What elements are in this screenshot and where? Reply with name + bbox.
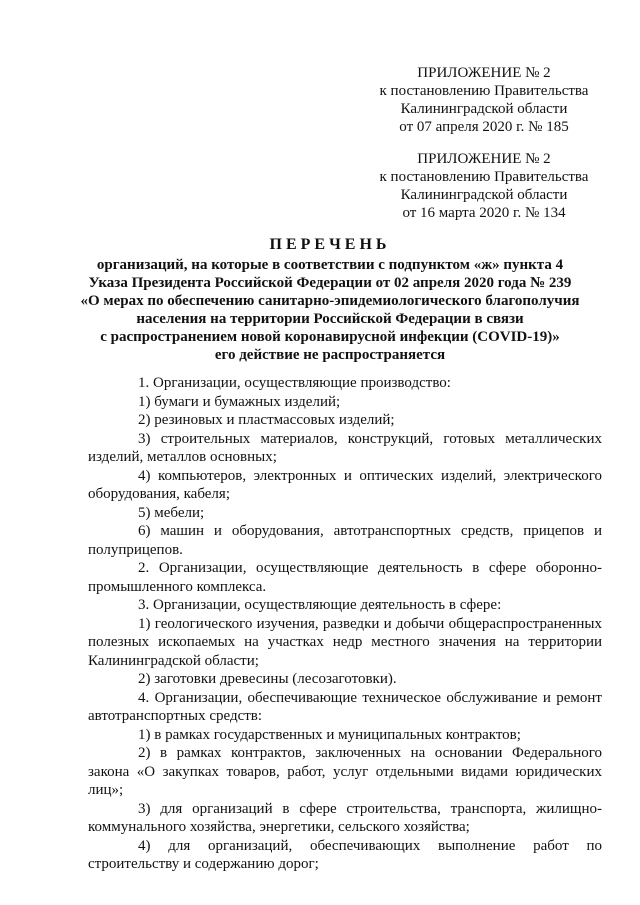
- title-line: населения на территории Российской Федерации в связи: [136, 311, 524, 327]
- title-line: с распространением новой коронавирусной инфекции (COVID-19)»: [100, 329, 560, 345]
- list-item: 3) для организаций в сфере строительства, транспорта, жилищно-коммунального хозяйства, энергетики, сельского хозяйства;: [88, 800, 602, 835]
- list-item: 4) компьютеров, электронных и оптических изделий, электрического оборудования, кабеля;: [88, 467, 602, 502]
- list-item: 4. Организации, обеспечивающие техническое обслуживание и ремонт автотранспортных средств:: [88, 689, 602, 724]
- appendix-current: [364, 64, 604, 136]
- list-item: 1) в рамках государственных и муниципальных контрактов;: [138, 726, 521, 743]
- title-line: организаций, на которые в соответствии с подпунктом «ж» пункта 4: [96, 257, 564, 273]
- appendix-previous-line3: Калининградской области: [400, 187, 568, 203]
- title-line: его действие не распространяется: [214, 347, 446, 363]
- list-item: 3) строительных материалов, конструкций, готовых металлических изделий, металлов основных;: [88, 430, 602, 465]
- appendix-previous: [364, 150, 604, 222]
- appendix-current-line1: ПРИЛОЖЕНИЕ № 2: [417, 65, 551, 81]
- appendix-current-line3: Калининградской области: [400, 101, 568, 117]
- appendix-previous-line2: к постановлению Правительства: [379, 169, 589, 185]
- appendix-previous-line4: от 16 марта 2020 г. № 134: [402, 205, 566, 221]
- document-body: [88, 374, 602, 874]
- title-line: Указа Президента Российской Федерации от 02 апреля 2020 года № 239: [88, 275, 572, 291]
- list-item: 1. Организации, осуществляющие производство:: [138, 375, 451, 391]
- title-heading: ПЕРЕЧЕНЬ: [269, 236, 391, 253]
- document-title: [60, 236, 600, 364]
- appendix-current-line4: от 07 апреля 2020 г. № 185: [399, 119, 569, 135]
- list-item: 2) в рамках контрактов, заключенных на основании Федерального закона «О закупках товаров, работ, услуг отдельными видами юридических лиц»;: [88, 745, 602, 798]
- list-item: 2. Организации, осуществляющие деятельность в сфере оборонно-промышленного комплекса.: [88, 560, 602, 595]
- appendix-current-line2: к постановлению Правительства: [379, 83, 589, 99]
- list-item: 2) заготовки древесины (лесозаготовки).: [138, 671, 397, 687]
- appendix-previous-line1: ПРИЛОЖЕНИЕ № 2: [417, 151, 551, 167]
- list-item: 6) машин и оборудования, автотранспортных средств, прицепов и полуприцепов.: [88, 523, 602, 558]
- list-item: 5) мебели;: [138, 504, 205, 521]
- list-item: 1) геологического изучения, разведки и добычи общераспространенных полезных ископаемых на участках недр местного значения на территории Калининградской области;: [88, 615, 602, 669]
- list-item: 4) для организаций, обеспечивающих выполнение работ по строительству и содержанию дорог;: [88, 837, 602, 872]
- title-line: «О мерах по обеспечению санитарно-эпидемиологического благополучия: [80, 293, 580, 309]
- list-item: 1) бумаги и бумажных изделий;: [138, 393, 341, 410]
- list-item: 3. Организации, осуществляющие деятельность в сфере:: [138, 597, 502, 613]
- list-item: 2) резиновых и пластмассовых изделий;: [138, 412, 395, 428]
